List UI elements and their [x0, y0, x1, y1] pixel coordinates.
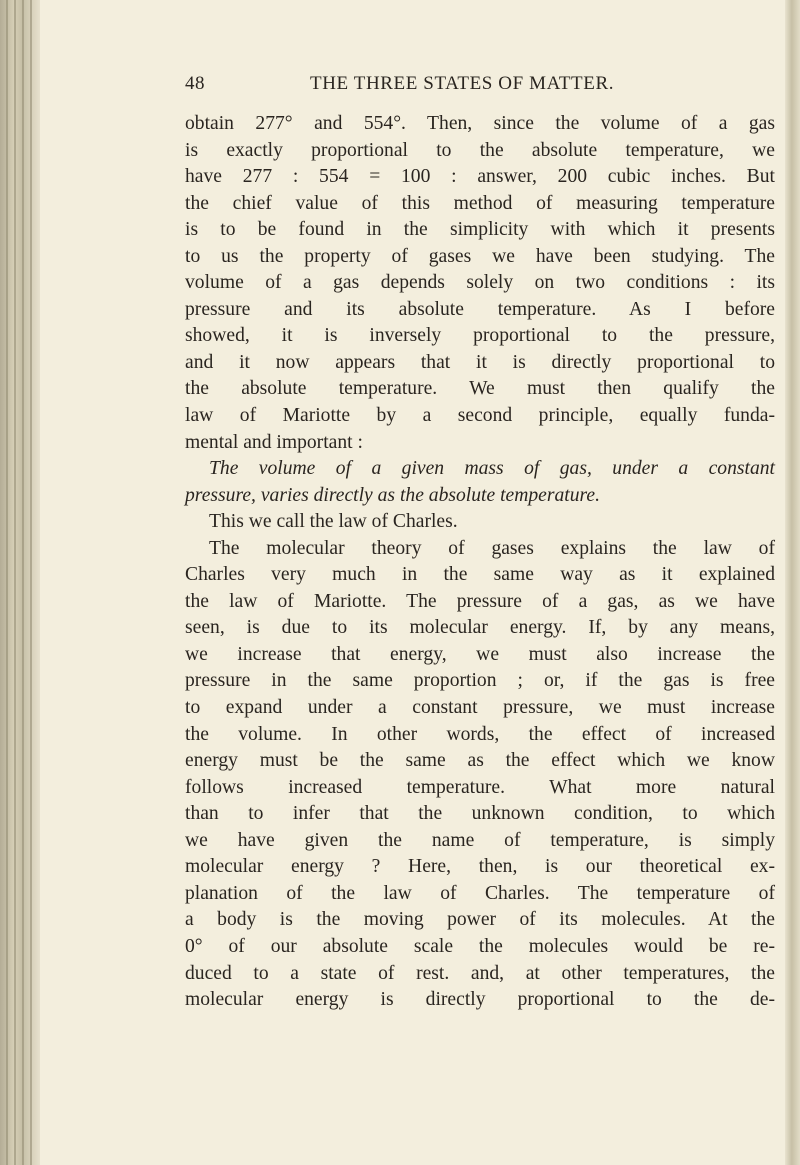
text-line: 0° of our absolute scale the molecules would be re-: [185, 935, 775, 957]
text-line: mental and important :: [185, 431, 363, 453]
text-line: This we call the law of Charles.: [209, 511, 458, 533]
text-line: pressure, varies directly as the absolute temperature.: [185, 484, 601, 506]
text-line: the chief value of this method of measuring temperature: [185, 192, 775, 214]
text-line: seen, is due to its molecular energy. If, by any means,: [185, 617, 775, 639]
text-line: we increase that energy, we must also increase the: [185, 643, 775, 665]
text-line: the absolute temperature. We must then qualify the: [185, 378, 775, 400]
text-line: follows increased temperature. What more natural: [185, 776, 775, 798]
text-line: law of Mariotte by a second principle, equally funda-: [185, 405, 775, 427]
text-line: is to be found in the simplicity with which it presents: [185, 219, 775, 241]
text-line: we have given the name of temperature, is simply: [185, 829, 775, 851]
text-line: energy must be the same as the effect which we know: [185, 750, 775, 772]
text-line: than to infer that the unknown condition, to which: [185, 803, 775, 825]
text-line: The molecular theory of gases explains the law of: [209, 537, 775, 559]
text-line: obtain 277° and 554°. Then, since the volume of a gas: [185, 113, 775, 134]
text-line: Charles very much in the same way as it explained: [185, 564, 775, 586]
text-line: a body is the moving power of its molecules. At the: [185, 909, 775, 931]
text-line: and it now appears that it is directly proportional to: [185, 351, 775, 373]
text-line: to us the property of gases we have been studying. The: [185, 245, 775, 267]
text-line: molecular energy is directly proportional to the de-: [185, 989, 775, 1011]
text-line: showed, it is inversely proportional to the pressure,: [185, 325, 775, 347]
page-number: 48: [185, 73, 205, 94]
text-line: pressure in the same proportion ; or, if the gas is free: [185, 670, 775, 692]
book-spine-shadow: [0, 0, 40, 1165]
text-line: molecular energy ? Here, then, is our theoretical ex-: [185, 856, 775, 878]
running-title: THE THREE STATES OF MATTER.: [310, 73, 615, 94]
text-line: volume of a gas depends solely on two conditions : its: [185, 272, 775, 294]
text-line: have 277 : 554 = 100 : answer, 200 cubic inches. But: [185, 166, 775, 188]
text-line: duced to a state of rest. and, at other temperatures, the: [185, 962, 775, 984]
text-line: is exactly proportional to the absolute temperature, we: [185, 139, 775, 161]
text-line: The volume of a given mass of gas, under a constant: [209, 458, 775, 480]
text-line: planation of the law of Charles. The temperature of: [185, 882, 775, 904]
text-line: pressure and its absolute temperature. As I before: [185, 298, 775, 320]
text-line: to expand under a constant pressure, we must increase: [185, 697, 775, 719]
page-edge-shadow: [785, 0, 800, 1165]
body-text: [185, 111, 775, 1014]
running-header: [185, 73, 755, 103]
text-line: the volume. In other words, the effect of increased: [185, 723, 775, 745]
text-line: the law of Mariotte. The pressure of a gas, as we have: [185, 590, 775, 612]
